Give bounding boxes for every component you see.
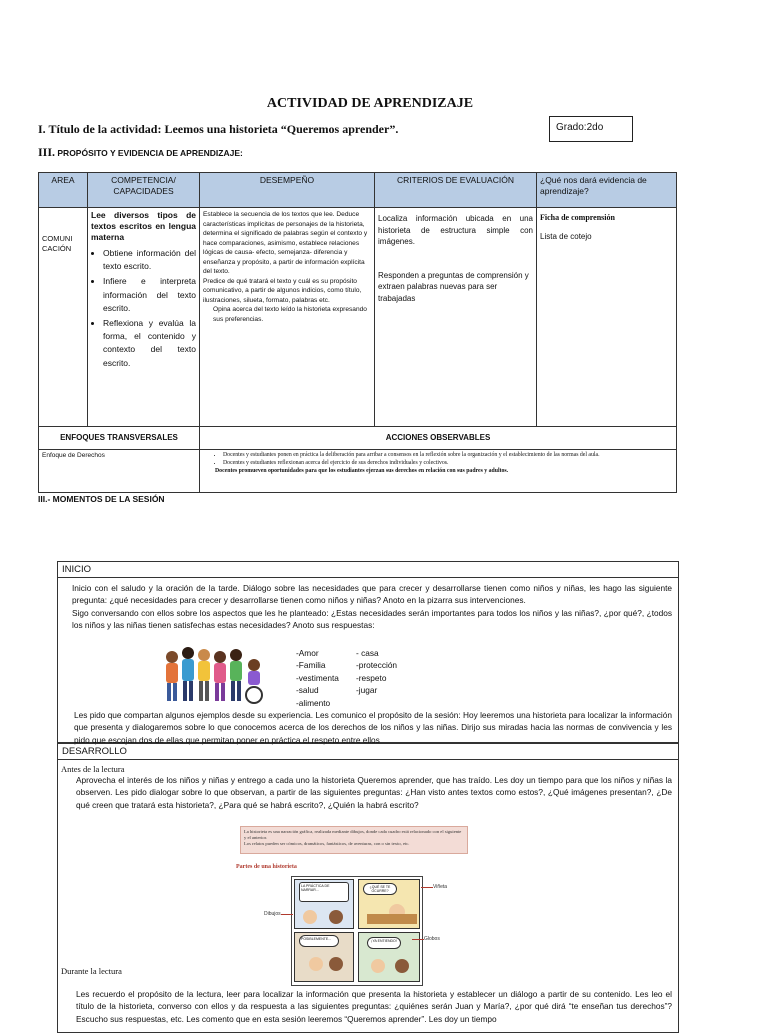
desk xyxy=(367,914,417,924)
speech-bubble: POSIBLEMENTE... xyxy=(299,935,339,947)
capacidades-list xyxy=(103,247,196,370)
list-item: • Obtiene información del texto escrito. xyxy=(103,247,196,273)
character xyxy=(395,959,409,973)
antes-heading: Antes de la lectura xyxy=(61,764,125,774)
historieta-title: Partes de una historieta xyxy=(236,864,297,870)
inicio-header: INICIO xyxy=(58,562,678,578)
speech-bubble: ¡YA ENTIENDO! xyxy=(367,937,401,949)
durante-heading: Durante la lectura xyxy=(61,966,122,976)
character xyxy=(371,959,385,973)
arrow-line xyxy=(281,914,293,915)
comic-panel xyxy=(358,879,420,929)
list-item: -Amor - casa xyxy=(296,648,379,658)
header-desempeno: DESEMPEÑO xyxy=(200,173,375,208)
desarrollo-header: DESARROLLO xyxy=(58,744,678,760)
comic-panel xyxy=(294,932,354,982)
enfoques-header: ENFOQUES TRANSVERSALES xyxy=(39,427,200,450)
arrow-line xyxy=(421,887,433,888)
historieta-info-text: Los relatos pueden ser cómicos, dramáticos, fantásticos, de aventuras, con o sin texto, etc. xyxy=(244,840,410,846)
inicio-paragraph: Les pido que compartan algunos ejemplos desde su experiencia. Les comunico el propósito de la sesión: Hoy leeremos una historieta para localizar la información que presenta y dialogaremos sobre lo que conocemos acerca de los derechos de los niños y las niñas. Dirijo sus miradas hacia las normas de convivencia y les pido que escojan dos de ellas que permitan poner en práctica el respeto entre ellos xyxy=(74,710,672,745)
children-illustration xyxy=(160,643,268,705)
evidencia-text: Ficha de comprensión xyxy=(540,213,615,222)
list-item: -Familia -protección xyxy=(296,660,398,671)
list-item: • Infiere e interpreta información del texto escrito. xyxy=(103,275,196,315)
area-cell xyxy=(39,208,88,427)
list-item: -alimento xyxy=(296,697,331,708)
enfoque-cell: Enfoque de Derechos xyxy=(39,450,200,493)
table-row xyxy=(39,427,677,450)
header-area: AREA xyxy=(39,173,88,208)
criterios-cell xyxy=(375,208,537,427)
label-globos: Globos xyxy=(424,936,440,942)
list-item: -salud -jugar xyxy=(296,685,378,696)
header-criterios: CRITERIOS DE EVALUACIÓN xyxy=(375,173,537,208)
needs-list xyxy=(296,647,416,709)
grado-box: Grado:2do xyxy=(549,116,633,142)
arrow-line xyxy=(412,939,424,940)
child-figure xyxy=(198,649,210,701)
list-item: • Reflexiona y evalúa la forma, el contenido y contexto del texto escrito. xyxy=(103,317,196,370)
character xyxy=(329,957,343,971)
child-figure xyxy=(182,647,194,701)
list-item: • Docentes y estudiantes ponen en práctica la deliberación para arribar a consensos en la reflexión sobre la organización y el establecimiento de las normas del aula. xyxy=(223,452,673,460)
page-title: ACTIVIDAD DE APRENDIZAJE xyxy=(266,96,474,111)
label-dibujos: Dibujos xyxy=(264,911,281,917)
criterio-text: Responden a preguntas de comprensión y extraen palabras nuevas para ser trabajadas xyxy=(378,270,529,303)
competencia-lead: Lee diversos tipos de textos escritos en lengua materna xyxy=(91,210,196,243)
inicio-paragraph: Sigo conversando con ellos sobre los aspectos que les he planteado: ¿Estas necesidades serán importantes para todos los niños y las niñas?, ¿por qué?, ¿todos los niños y las niñas tienen satisfechas estas necesidades? Anoto sus respuestas: xyxy=(72,607,672,631)
acciones-list xyxy=(203,452,673,468)
label-vineta: Viñeta xyxy=(433,884,448,890)
momentos-heading: III.- MOMENTOS DE LA SESIÓN xyxy=(38,494,165,504)
character xyxy=(329,910,343,924)
area-text-1: COMUNI xyxy=(42,234,73,243)
comic-strip xyxy=(291,876,423,986)
acciones-cell xyxy=(200,450,677,493)
child-figure xyxy=(214,651,226,701)
desempeno-text: Predice de qué tratará el texto y cuál es su propósito comunicativo, a partir de algunos indicios, como título, ilustraciones, silueta, formato, palabras etc. xyxy=(203,277,362,304)
child-figure xyxy=(166,651,178,701)
purpose-table xyxy=(38,172,677,493)
comic-panel xyxy=(294,879,354,929)
list-item: • Docentes y estudiantes reflexionan acerca del ejercicio de sus derechos individuales y colectivos. xyxy=(223,460,673,468)
evidencia-text: Lista de cotejo xyxy=(540,231,592,241)
list-item: -vestimenta -respeto xyxy=(296,672,387,683)
comic-panel xyxy=(358,932,420,982)
historieta-info-box xyxy=(240,826,468,854)
child-figure xyxy=(230,649,242,701)
speech-bubble: LA PRÁCTICA DE NARRAR... xyxy=(299,882,349,902)
inicio-paragraph: Inicio con el saludo y la oración de la tarde. Diálogo sobre las necesidades que para crecer y desarrollarse tienen como niños y niñas, les hago las siguiente pregunta: ¿qué necesidades para crecer y desarrollarse tienen como niños y niñas? Anoto en la pizarra sus intervenciones. xyxy=(72,583,672,606)
acciones-extra: Docentes promueven oportunidades para que los estudiantes ejerzan sus derechos en relación con sus padres y adultos. xyxy=(215,467,509,474)
section-label: PROPÓSITO Y EVIDENCIA DE APRENDIZAJE: xyxy=(57,148,243,158)
criterio-text: Localiza información ubicada en una historieta de estructura simple con imágenes. xyxy=(378,214,533,247)
header-competencia: COMPETENCIA/ CAPACIDADES xyxy=(88,173,200,208)
header-evidencia: ¿Qué nos dará evidencia de aprendizaje? xyxy=(537,173,677,208)
evidencia-cell xyxy=(537,208,677,427)
desempeno-cell xyxy=(200,208,375,427)
historieta-figure xyxy=(236,826,472,984)
area-text-2: CACIÓN xyxy=(42,244,72,254)
desempeno-text: Opina acerca del texto leído la historieta expresando sus preferencias. xyxy=(213,306,367,324)
speech-bubble: ¿QUÉ SE TE OCURRE? xyxy=(363,883,397,895)
section-proposito xyxy=(38,145,243,160)
desarrollo-paragraph: Les recuerdo el propósito de la lectura, leer para localizar la información que presenta la historieta y establecer un diálogo a partir de su contenido. Les leo el título de la historieta, converso con ellos y da respuesta a las siguientes preguntas: ¿quiénes serán Juan y María?, ¿por qué dirá “te enseñan tus derechos”? Escucho sus respuestas, etc. Les comento que en esta sesión leeremos “Queremos aprender”. Les doy un tiempo xyxy=(76,989,672,1024)
historieta-info-text: La historieta es una narración gráfica, realizada mediante dibujos, donde cada cuadro está relacionado con el siguiente y el anterior. xyxy=(244,829,462,840)
table-row xyxy=(39,208,677,427)
section-number: III. xyxy=(38,145,56,159)
activity-title: I. Título de la actividad: Leemos una historieta “Queremos aprender”. xyxy=(38,122,399,136)
desempeno-text: Establece la secuencia de los textos que lee. Deduce características implícitas de personajes de la historieta, determina el significado de palabras según el contexto y hace comparaciones, asimismo, establece relaciones lógicas de causa- efecto, semejanza- diferencia y enseñanza y propósito, a partir de información explícita del texto. xyxy=(203,211,368,276)
acciones-header: ACCIONES OBSERVABLES xyxy=(200,427,677,450)
character xyxy=(303,910,317,924)
table-header-row xyxy=(39,173,677,208)
competencia-cell xyxy=(88,208,200,427)
wheelchair-child xyxy=(246,659,262,703)
character xyxy=(309,957,323,971)
desarrollo-paragraph: Aprovecha el interés de los niños y niñas y entrego a cada uno la historieta Queremos aprender, que has traído. Les doy un tiempo para que los niños y niñas la observen. Les pido dialogar sobre lo que observan, a partir de las siguientes preguntas: ¿Han visto antes textos como estos?, ¿Qué imágenes presentan?, ¿De qué creen que tratará esta historieta?, ¿Para qué se habrá escrito?, ¿Quién la habrá escrito? xyxy=(76,775,672,810)
table-row xyxy=(39,450,677,493)
